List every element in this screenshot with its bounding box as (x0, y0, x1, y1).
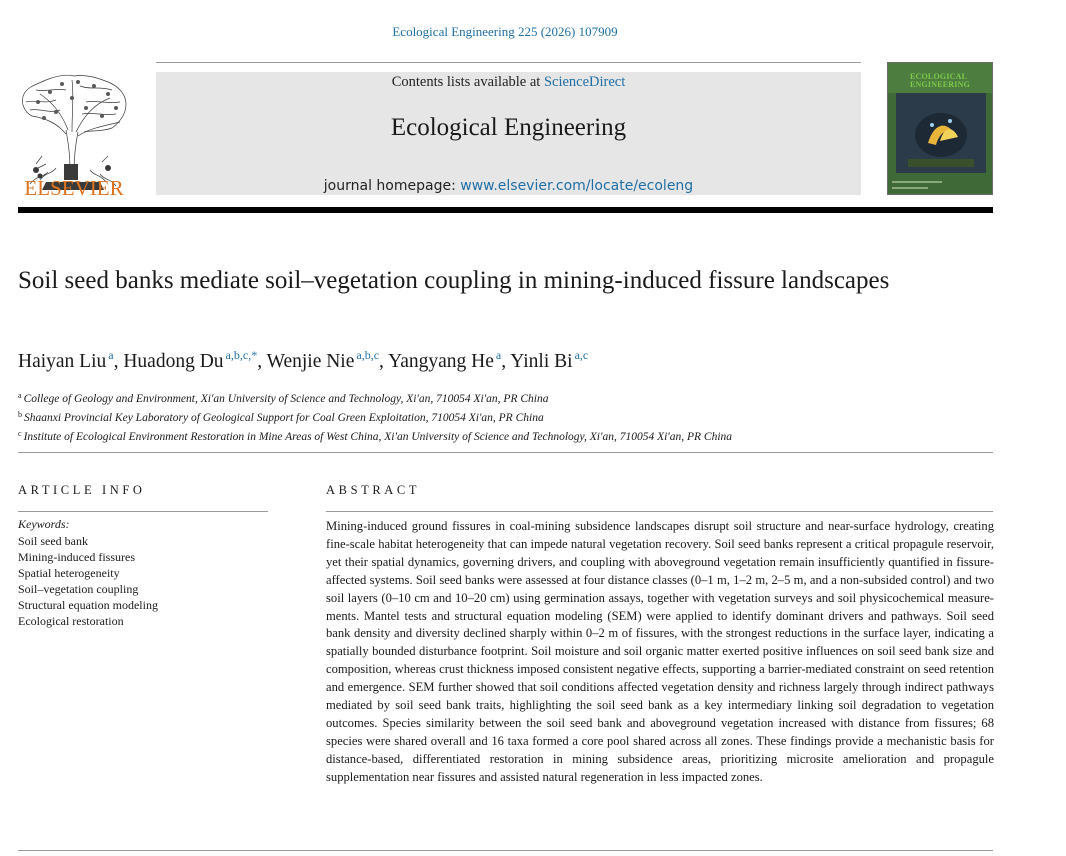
author-list (18, 348, 998, 373)
journal-banner (156, 72, 861, 195)
paper-title: Soil seed banks mediate soil–vegetation coupling in mining-induced fissure landscapes (18, 267, 890, 294)
homepage-line (156, 178, 861, 194)
author-item[interactable] (510, 348, 589, 372)
author-affiliation-marks[interactable]: a,b,c,* (225, 348, 258, 362)
author-affiliation-marks[interactable]: a,b,c (356, 348, 380, 362)
author-item[interactable] (18, 348, 124, 372)
affiliation-text: College of Geology and Environment, Xi'an University of Science and Technology, Xi'an, 710054 Xi'an, PR China (23, 393, 549, 405)
journal-citation[interactable] (0, 24, 1010, 40)
abstract-heading: ABSTRACT (326, 483, 421, 497)
author-name[interactable]: Huadong Du (123, 351, 224, 372)
cover-title (910, 73, 970, 89)
author-name[interactable]: Wenjie Nie (266, 351, 355, 372)
cover-title-line1: ECOLOGICAL (910, 72, 968, 81)
affiliation-list (18, 388, 998, 445)
affiliation-text: Institute of Ecological Environment Restoration in Mine Areas of West China, Xi'an University of Science and Technology, Xi'an, 710054 Xi'an, PR China (23, 431, 733, 443)
affiliation-mark: c (18, 429, 22, 438)
affiliation-text: Shaanxi Provincial Key Laboratory of Geological Support for Coal Green Exploitation, 710054 Xi'an, PR China (24, 412, 544, 424)
affiliation-item (18, 426, 998, 445)
citation-link[interactable]: Ecological Engineering 225 (2026) 107909 (392, 24, 618, 39)
journal-title: Ecological Engineering (390, 114, 627, 141)
author-separator: , (113, 351, 124, 372)
keyword-item[interactable]: Structural equation modeling (18, 598, 158, 612)
author-affiliation-marks[interactable]: a (108, 348, 114, 362)
author-item[interactable] (266, 348, 389, 372)
author-item[interactable] (388, 348, 511, 372)
keywords-list (18, 533, 158, 629)
homepage-link[interactable]: www.elsevier.com/locate/ecoleng (460, 178, 694, 194)
keyword-item[interactable]: Ecological restoration (18, 614, 124, 628)
contents-line (156, 74, 861, 91)
keyword-item[interactable]: Soil–vegetation coupling (18, 582, 139, 596)
keyword-item[interactable]: Soil seed bank (18, 534, 88, 548)
contents-prefix: Contents lists available at (391, 74, 544, 90)
affiliation-item (18, 407, 998, 426)
abstract-text: Mining-induced ground fissures in coal-mining subsidence landscapes disrupt soil structure and near-surface hydrology, creating fine-scale habitat heterogeneity that can impede natural vegetation recovery. Soil seed banks represent a critical propagule reservoir, yet their spatial dynamics, governing drivers, and coupling with aboveground vegetation remain insufficiently quantified in fissure-affected systems. Soil seed banks were assessed at four distance classes (0–1 m, 1–2 m, 2–5 m, and a non-subsided control) and two soil layers (0–10 cm and 10–20 cm) using germination assays, together with vegetation surveys and soil physicochemical measurements. Mantel tests and structural equation modeling (SEM) were applied to identify dominant drivers and pathways. Soil seed bank density and diversity declined sharply within 0–2 m of fissures, with the strongest reductions in the surface layer, indicating a spatially bounded disturbance footprint. Soil moisture and soil organic matter exerted positive influences on soil seed bank size and composition, whereas crust thickness imposed consistent negative effects, supporting a barrier-mediated constraint on seed retention and emergence. SEM further showed that soil conditions affected vegetation density and richness largely through indirect pathways mediated by soil seed bank traits, highlighting the soil seed bank as a key intermediary linking soil degradation to vegetation outcomes. Species similarity between the soil seed bank and aboveground vegetation increased with distance from fissures; 68 species were shared overall and 16 taxa formed a core pool shared across all zones. These findings provide a mechanistic basis for distance-based, differentiated restoration in mining subsidence areas, prioritizing microsite amelioration and propagule supplementation near fissures and assisted natural regeneration in less impacted zones. (326, 519, 994, 784)
affiliation-bottom-rule (18, 452, 993, 453)
affiliation-mark: b (18, 410, 22, 419)
sciencedirect-link[interactable]: ScienceDirect (543, 74, 626, 90)
cover-title-line2: ENGINEERING (910, 80, 970, 89)
author-separator: , (257, 351, 267, 372)
header-top-rule (156, 62, 861, 63)
homepage-prefix: journal homepage: (323, 178, 461, 194)
author-name[interactable]: Yangyang He (388, 351, 494, 372)
author-separator: , (379, 351, 389, 372)
keywords-label: Keywords: (18, 517, 70, 531)
author-name[interactable]: Yinli Bi (510, 351, 573, 372)
affiliation-item (18, 388, 998, 407)
article-info-heading: ARTICLE INFO (18, 483, 146, 497)
article-info-rule (18, 511, 268, 512)
author-name[interactable]: Haiyan Liu (18, 351, 107, 372)
author-separator: , (501, 351, 511, 372)
abstract-bottom-rule (18, 850, 993, 851)
author-affiliation-marks[interactable]: a,c (574, 348, 589, 362)
author-affiliation-marks[interactable]: a (495, 348, 502, 362)
abstract-rule (326, 511, 993, 512)
journal-cover-image[interactable] (887, 62, 993, 195)
keyword-item[interactable]: Spatial heterogeneity (18, 566, 120, 580)
publisher-logo-text[interactable]: ELSEVIER (24, 176, 124, 200)
author-item[interactable] (123, 348, 267, 372)
header-thick-rule (18, 207, 993, 213)
affiliation-mark: a (18, 391, 22, 400)
keyword-item[interactable]: Mining-induced fissures (18, 550, 135, 564)
